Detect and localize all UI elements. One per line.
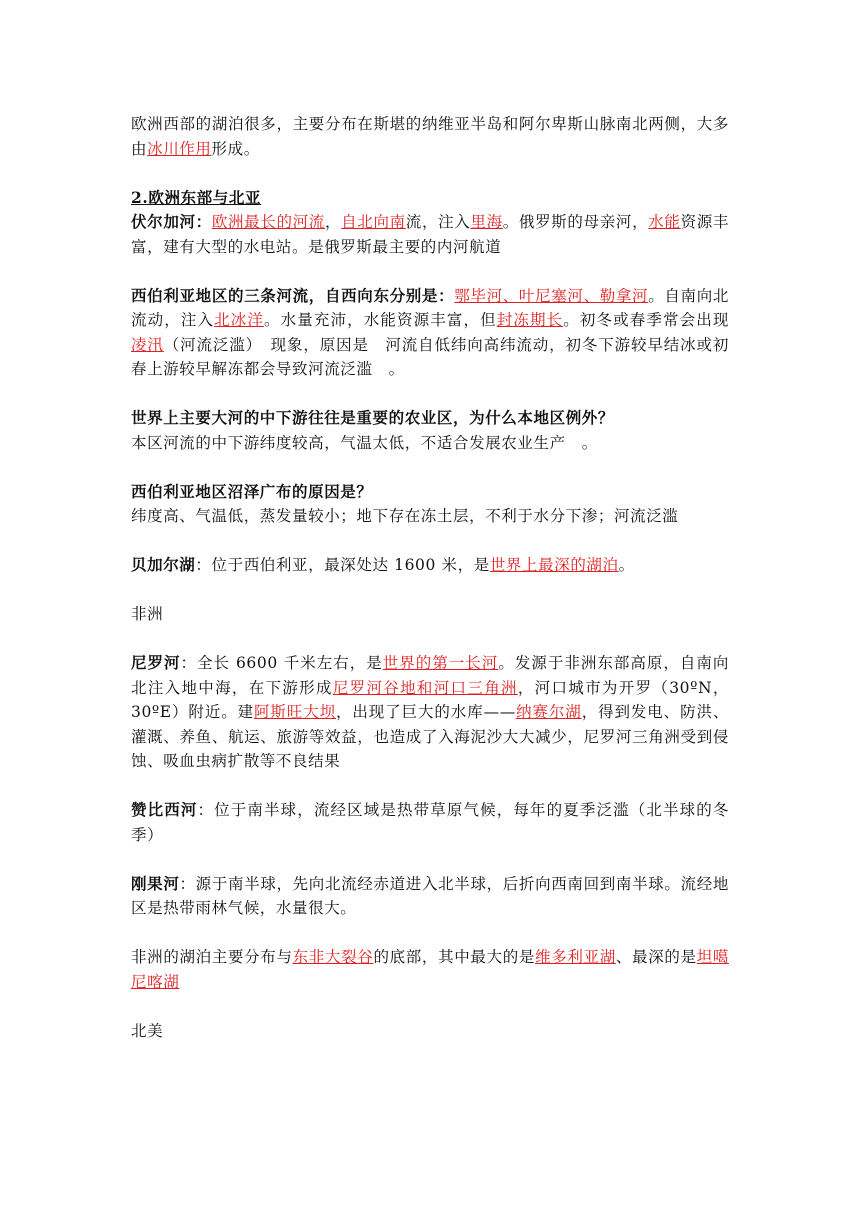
highlight: 坦噶尼喀湖 xyxy=(131,948,729,991)
paragraph-nile xyxy=(131,651,729,774)
answer-swamps: 纬度高、气温低，蒸发量较小；地下存在冻土层，不利于水分下渗；河流泛滥 xyxy=(131,507,679,525)
highlight: 世界的第一长河 xyxy=(382,654,499,672)
text: 形成。 xyxy=(211,139,260,158)
question-agriculture: 世界上主要大河的中下游往往是重要的农业区，为什么本地区例外？ xyxy=(131,408,615,427)
paragraph-volga xyxy=(131,210,729,259)
text: ：位于南半球，流经区域是热带草原气候，每年的夏季泛滥（北半球的冬季） xyxy=(131,801,730,844)
highlight: 尼罗河谷地和河口三角洲 xyxy=(332,678,518,697)
paragraph-baikal xyxy=(131,553,729,578)
text: ：位于西伯利亚，最深处达 1600 米，是 xyxy=(195,556,490,574)
document-page xyxy=(131,112,746,1043)
answer-agriculture: 本区河流的中下游纬度较高，气温太低，不适合发展农业生产 。 xyxy=(131,433,598,452)
highlight: 封冻期长 xyxy=(496,311,564,329)
highlight: 阿斯旺大坝 xyxy=(254,703,337,721)
text: 欧洲西部的湖泊很多，主要分布在斯堪的纳维亚半岛和阿尔卑斯山脉南北两侧，大多由 xyxy=(131,115,729,158)
section-heading-africa: 非洲 xyxy=(131,605,164,623)
term-congo: 刚果河 xyxy=(131,873,180,893)
paragraph-zambezi xyxy=(131,798,729,847)
text: ：源于南半球，先向北流经赤道进入北半球，后折向西南回到南半球。流经地区是热带雨林气候，水量很大。 xyxy=(131,874,729,917)
text: 。自南向北流动，注入 xyxy=(131,286,729,329)
highlight: 世界上最深的湖泊 xyxy=(489,556,619,574)
highlight: 自北向南 xyxy=(341,213,406,231)
paragraph-west-europe-lakes xyxy=(131,112,729,161)
term-nile: 尼罗河 xyxy=(131,653,181,672)
text: 资源丰富，建有大型的水电站。是俄罗斯最主要的内河航道 xyxy=(131,213,729,256)
text: ：全长 6600 千米左右，是 xyxy=(180,654,383,672)
section-heading-east-europe xyxy=(131,186,729,211)
highlight: 凌汛 xyxy=(131,335,164,354)
term-zambezi: 赞比西河 xyxy=(131,800,198,819)
text: （河流泛滥） 现象，原因是 河流自低纬向高纬流动，初冬下游较早结冰或初春上游较早解冻都会导致河流泛滥 。 xyxy=(131,335,729,378)
highlight: 欧洲最长的河流 xyxy=(211,213,325,231)
highlight: 水能 xyxy=(648,213,681,231)
text: ，河口城市为开罗（30ºN，30ºE）附近。建 xyxy=(131,678,730,721)
heading-text: 2.欧洲东部与北亚 xyxy=(131,187,262,207)
paragraph-africa-lakes xyxy=(131,945,729,994)
question-swamps: 西伯利亚地区沼泽广布的原因是？ xyxy=(131,481,373,501)
highlight: 北冰洋 xyxy=(214,311,264,329)
section-heading-north-america: 北美 xyxy=(131,1021,164,1040)
text: 。初冬或春季常会出现 xyxy=(563,311,746,329)
term-volga: 伏尔加河： xyxy=(131,212,212,231)
highlight: 东非大裂谷 xyxy=(292,948,374,966)
term-baikal: 贝加尔湖 xyxy=(131,555,196,574)
text: 。 xyxy=(618,556,635,574)
text: 的底部，其中最大的是 xyxy=(373,948,536,966)
text: ， xyxy=(324,213,342,231)
highlight: 鄂毕河、叶尼塞河、勒拿河 xyxy=(454,286,649,305)
text: ，得到发电、防洪、灌溉、养鱼、航运、旅游等效益，也造成了入海泥沙大大减少，尼罗河三角洲受到侵蚀、吸血虫病扩散等不良结果 xyxy=(131,703,729,770)
text: 。水量充沛，水能资源丰富，但 xyxy=(264,311,497,329)
highlight: 维多利亚湖 xyxy=(535,948,616,966)
text: 非洲的湖泊主要分布与 xyxy=(131,948,293,966)
highlight: 纳赛尔湖 xyxy=(515,703,582,721)
text: ，出现了巨大的水库—— xyxy=(336,703,516,721)
term-siberia-rivers: 西伯利亚地区的三条河流，自西向东分别是： xyxy=(131,285,455,305)
text: 。俄罗斯的母亲河， xyxy=(502,213,649,231)
highlight: 里海 xyxy=(470,213,503,231)
text: 。发源于非洲东部高原，自南向北注入地中海，在下游形成 xyxy=(131,654,729,697)
highlight-glacier: 冰川作用 xyxy=(147,139,212,158)
paragraph-siberia-rivers xyxy=(131,284,746,382)
paragraph-congo xyxy=(131,872,729,921)
text: 、最深的是 xyxy=(615,948,697,966)
text: 流，注入 xyxy=(405,213,471,231)
